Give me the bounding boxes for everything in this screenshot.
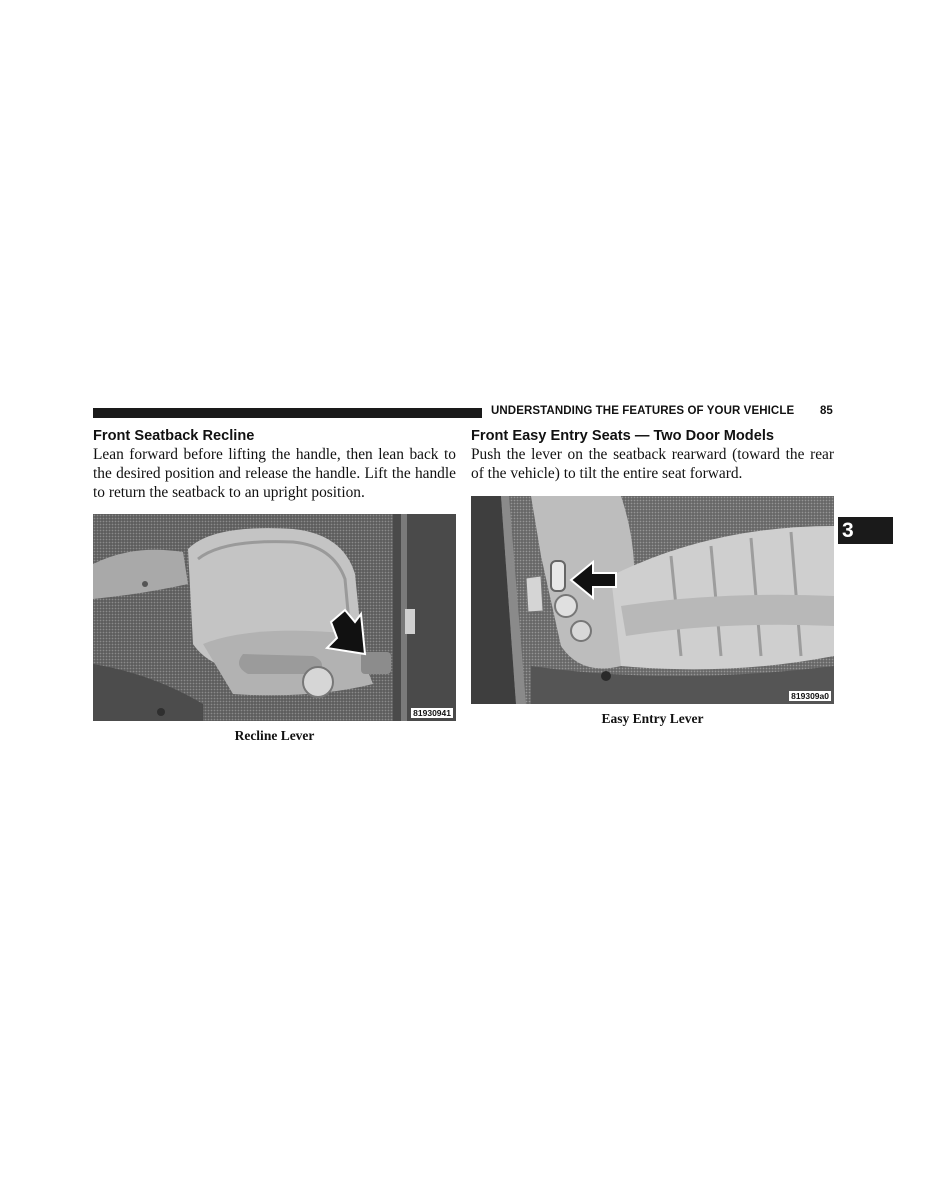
chapter-tab: 3 [838,517,893,544]
recline-lever-photo [93,514,456,721]
page-number: 85 [820,405,833,417]
figure-caption-recline: Recline Lever [234,728,315,743]
section-body-recline: Lean forward before lifting the handle, then lean back to the desired position and release the handle. Lift the handle to return the seatback to an upright position. [93,446,456,501]
figure-code: 819309a0 [791,691,829,701]
right-column [471,427,834,727]
header-rule [93,408,482,418]
section-heading-easy-entry: Front Easy Entry Seats — Two Door Models [471,428,775,444]
figure-code: 81930941 [413,708,451,718]
recline-seat-illustration [93,514,456,721]
left-column [93,427,456,744]
figure-caption-easy-entry: Easy Entry Lever [601,711,704,726]
easy-entry-lever-photo [471,496,834,704]
easy-entry-seat-illustration [471,496,834,704]
running-header-title: UNDERSTANDING THE FEATURES OF YOUR VEHICLE [491,405,795,417]
section-heading-recline: Front Seatback Recline [93,428,255,444]
section-body-easy-entry: Push the lever on the seatback rearward (toward the rear of the vehicle) to tilt the entire seat forward. [471,446,834,482]
